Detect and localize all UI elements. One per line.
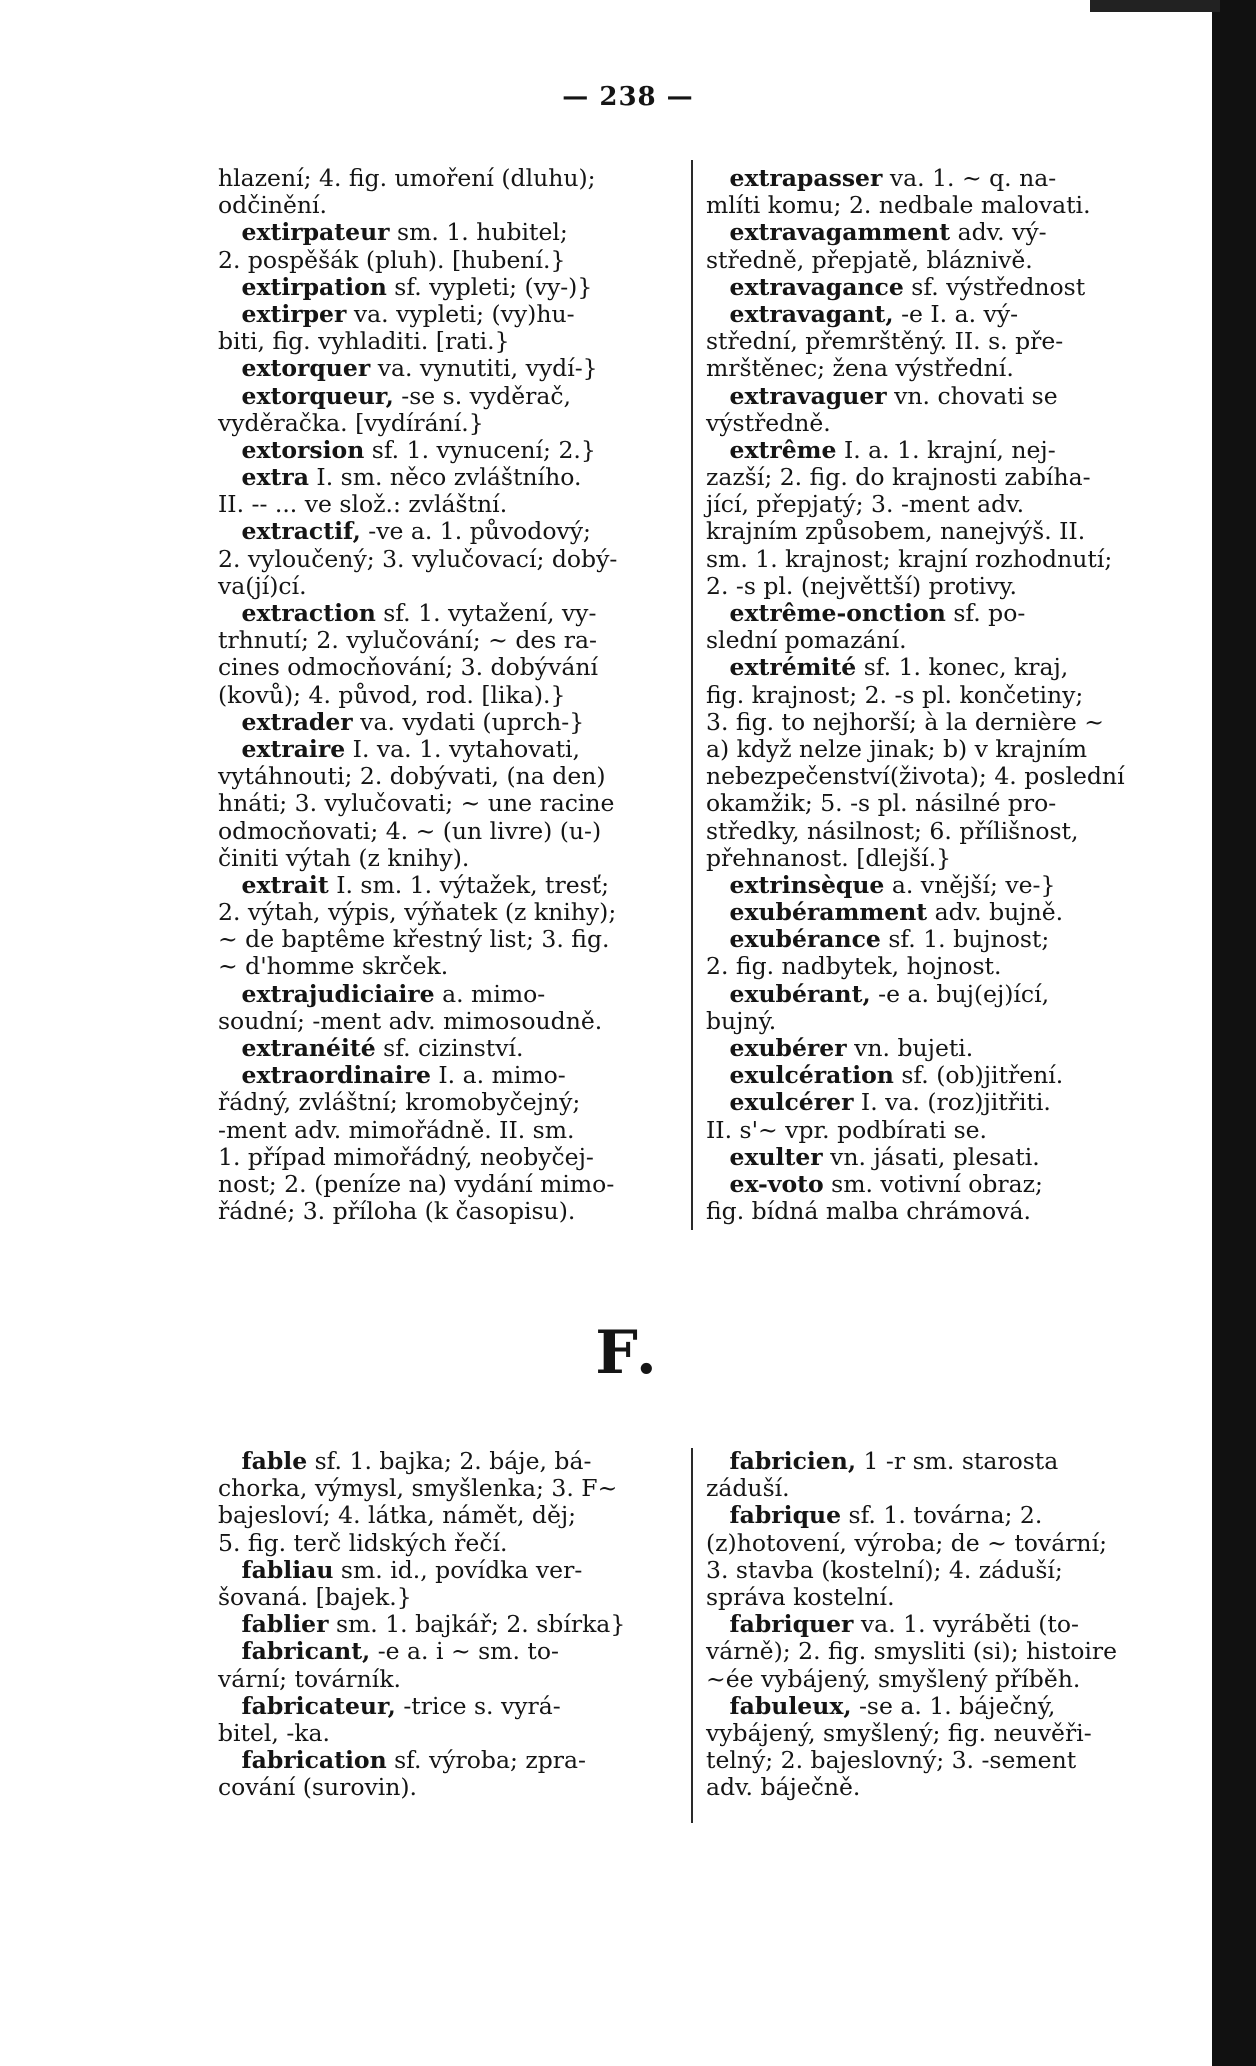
dictionary-line: exubérance sf. 1. bujnost; [706,925,1050,954]
dictionary-line: extravagant, -e I. a. vý- [706,299,1019,328]
dictionary-line: šovaná. [bajek.} [218,1582,412,1611]
dictionary-line: extrajudiciaire a. mimo- [218,979,546,1008]
dictionary-line: extrinsèque a. vnější; ve-} [706,870,1056,899]
headword: extraction [218,599,376,627]
dictionary-line: 5. fig. terč lidských řečí. [218,1528,508,1557]
dictionary-line: 3. fig. to nejhorší; à la dernière ~ [706,707,1104,736]
dictionary-line: ~ d'homme skrček. [218,952,449,981]
dictionary-line: exulcérer I. va. (roz)jitřiti. [706,1088,1051,1117]
dictionary-line: středně, přepjatě, bláznivě. [706,245,1033,274]
dictionary-line: fabriquer va. 1. vyráběti (to- [706,1610,1079,1639]
dictionary-line: mrštěnec; žena výstřední. [706,354,1014,383]
dictionary-line: -ment adv. mimořádně. II. sm. [218,1115,575,1144]
dictionary-line: nebezpečenství(života); 4. poslední [706,762,1125,791]
dictionary-line: extra I. sm. něco zvláštního. [218,463,582,492]
dictionary-line: (kovů); 4. původ, rod. [lika).} [218,680,566,709]
dictionary-line: extravagamment adv. vý- [706,218,1047,247]
dictionary-line: extrême I. a. 1. krajní, nej- [706,435,1056,464]
dictionary-line: extravagance sf. výstřednost [706,272,1086,301]
dictionary-line: II. -- ... ve slož.: zvláštní. [218,490,508,519]
section-letter: F. [595,1318,661,1388]
headword: exubéramment [706,898,928,927]
dictionary-line: telný; 2. bajeslovný; 3. -sement [706,1746,1077,1775]
dictionary-line: nost; 2. (peníze na) vydání mimo- [218,1169,615,1198]
headword: extra [218,463,309,492]
dictionary-line: extranéité sf. cizinství. [218,1034,524,1062]
dictionary-line: va(jí)cí. [218,571,307,600]
dictionary-line: cines odmocňování; 3. dobývání [218,653,598,682]
dictionary-line: extrait I. sm. 1. výtažek, tresť; [218,870,610,899]
dictionary-line: ~ée vybájený, smyšlený příběh. [706,1664,1081,1693]
headword: extraordinaire [218,1061,431,1090]
column-divider-bottom [691,1448,693,1823]
dictionary-line: 2. výtah, výpis, výňatek (z knihy); [218,898,617,927]
headword: exulcération [706,1061,894,1090]
dictionary-line: extirper va. vypleti; (vy)hu- [218,299,575,328]
dictionary-line: 2. pospěšák (pluh). [hubení.} [218,245,566,274]
headword: exubérer [706,1034,847,1062]
headword: extrajudiciaire [218,979,435,1008]
dictionary-line: bitel, -ka. [218,1718,331,1747]
headword: exulter [706,1142,823,1171]
dictionary-line: fig. krajnost; 2. -s pl. končetiny; [706,680,1084,709]
column-divider-top [691,160,693,1230]
dictionary-line: adv. báječně. [706,1773,861,1802]
dictionary-line: fabuleux, -se a. 1. báječný, [706,1691,1056,1720]
headword: extravagamment [706,218,951,247]
headword: extrait [218,870,329,899]
dictionary-line: řádný, zvláštní; kromobyčejný; [218,1088,581,1117]
dictionary-line: 2. fig. nadbytek, hojnost. [706,952,1002,981]
dictionary-line: fabliau sm. id., povídka ver- [218,1555,583,1584]
dictionary-line: fabricant, -e a. i ~ sm. to- [218,1637,559,1666]
dictionary-line: vární; továrník. [218,1664,402,1693]
column-top-left [218,165,676,1225]
dictionary-line: exubérer vn. bujeti. [706,1034,974,1062]
dictionary-line: vyděračka. [vydírání.} [218,408,484,437]
dictionary-line: extirpateur sm. 1. hubitel; [218,218,568,247]
dictionary-line: 1. případ mimořádný, neobyčej- [218,1142,594,1171]
headword: extirper [218,299,347,328]
dictionary-line: fabrique sf. 1. továrna; 2. [706,1501,1043,1530]
headword: fabliau [218,1555,334,1584]
headword: fabriquer [706,1610,854,1639]
dictionary-line: exulcération sf. (ob)jitření. [706,1061,1064,1090]
dictionary-line: okamžik; 5. -s pl. násilné pro- [706,789,1057,818]
dictionary-line: hlazení; 4. fig. umoření (dluhu); [218,164,596,192]
dictionary-line: II. s'~ vpr. podbírati se. [706,1115,988,1144]
headword: extravaguer [706,381,887,410]
dictionary-line: bujný. [706,1006,777,1035]
headword: exulcérer [706,1088,854,1117]
headword: extrinsèque [706,870,885,899]
headword: fabrique [706,1501,842,1530]
dictionary-line: exubérant, -e a. buj(ej)ící, [706,979,1050,1008]
dictionary-line: sm. 1. krajnost; krajní rozhodnutí; [706,544,1113,573]
dictionary-line: hnáti; 3. vylučovati; ~ une racine [218,789,615,818]
headword: fable [218,1447,308,1475]
dictionary-line: extorqueur, -se s. vyděrač, [218,381,572,410]
dictionary-line: extrémité sf. 1. konec, kraj, [706,653,1069,682]
column-bottom-left [218,1448,676,1801]
dictionary-line: extraire I. va. 1. vytahovati, [218,734,581,763]
dictionary-line: 2. vyloučený; 3. vylučovací; dobý- [218,544,618,573]
dictionary-line: fabricateur, -trice s. vyrá- [218,1691,561,1720]
dictionary-line: (z)hotovení, výroba; de ~ tovární; [706,1528,1108,1557]
dictionary-line: odčinění. [218,191,328,220]
dictionary-line: extrader va. vydati (uprch-} [218,707,585,736]
dictionary-line: činiti výtah (z knihy). [218,843,470,872]
dictionary-line: fabricien, 1 -r sm. starosta [706,1447,1059,1475]
dictionary-line: cování (surovin). [218,1773,418,1802]
dictionary-line: odmocňovati; 4. ~ (un livre) (u-) [218,816,602,845]
dictionary-line: fablier sm. 1. bajkář; 2. sbírka} [218,1610,626,1639]
dictionary-line: extirpation sf. vypleti; (vy-)} [218,272,593,301]
dictionary-line: záduší. [706,1474,790,1503]
dictionary-line: extractif, -ve a. 1. původový; [218,517,591,546]
headword: exubérance [706,925,881,954]
dictionary-line: slední pomazání. [706,626,907,655]
dictionary-line: exulter vn. jásati, plesati. [706,1142,1040,1171]
headword: extraire [218,734,346,763]
headword: extrapasser [706,164,883,192]
dictionary-line: vytáhnouti; 2. dobývati, (na den) [218,762,606,791]
headword: fabricant, [218,1637,371,1666]
headword: fabrication [218,1746,387,1775]
dictionary-line: správa kostelní. [706,1582,895,1611]
dictionary-line: přehnanost. [dlejší.} [706,843,952,872]
headword: extrémité [706,653,857,682]
scan-edge-mark [1090,0,1220,12]
dictionary-line: biti, fig. vyhladiti. [rati.} [218,327,510,356]
headword: extranéité [218,1034,376,1062]
headword: extorsion [218,435,365,464]
dictionary-line: fable sf. 1. bajka; 2. báje, bá- [218,1447,592,1475]
headword: fabricateur, [218,1691,396,1720]
dictionary-line: exubéramment adv. bujně. [706,898,1064,927]
dictionary-line: chorka, výmysl, smyšlenka; 3. F~ [218,1474,618,1503]
dictionary-line: extraordinaire I. a. mimo- [218,1061,566,1090]
headword: exubérant, [706,979,871,1008]
dictionary-line: ~ de baptême křestný list; 3. fig. [218,925,610,954]
headword: fabuleux, [706,1691,852,1720]
dictionary-line: extravaguer vn. chovati se [706,381,1058,410]
dictionary-line: trhnutí; 2. vylučování; ~ des ra- [218,626,597,655]
headword: extrader [218,707,353,736]
dictionary-line: řádné; 3. příloha (k časopisu). [218,1197,576,1226]
headword: fablier [218,1610,329,1639]
headword: extorquer [218,354,371,383]
dictionary-line: extrême-onction sf. po- [706,599,1026,627]
headword: ex-voto [706,1169,824,1198]
dictionary-line: středky, násilnost; 6. přílišnost, [706,816,1079,845]
headword: extrême-onction [706,599,946,627]
dictionary-line: extraction sf. 1. vytažení, vy- [218,599,597,627]
headword: extirpation [218,272,387,301]
page-number: — 238 — [562,82,694,112]
headword: extravagant, [706,299,894,328]
dictionary-line: střední, přemrštěný. II. s. pře- [706,327,1064,356]
dictionary-line: vybájený, smyšlený; fig. neuvěři- [706,1718,1092,1747]
scan-page-edge [1212,0,1256,2066]
dictionary-line: mlíti komu; 2. nedbale malovati. [706,191,1091,220]
dictionary-line: 2. -s pl. (největtší) protivy. [706,571,1017,600]
dictionary-line: ex-voto sm. votivní obraz; [706,1169,1043,1198]
dictionary-line: fabrication sf. výroba; zpra- [218,1746,586,1775]
dictionary-line: jící, přepjatý; 3. -ment adv. [706,490,1025,519]
dictionary-line: extorsion sf. 1. vynucení; 2.} [218,435,596,464]
dictionary-line: a) když nelze jinak; b) v krajním [706,734,1088,763]
headword: extrême [706,435,837,464]
dictionary-line: várně); 2. fig. smysliti (si); histoire [706,1637,1118,1666]
column-top-right [706,165,1176,1225]
dictionary-line: zazší; 2. fig. do krajnosti zabíha- [706,463,1091,492]
dictionary-line: 3. stavba (kostelní); 4. záduší; [706,1555,1063,1584]
dictionary-line: bajesloví; 4. látka, námět, děj; [218,1501,577,1530]
dictionary-line: fig. bídná malba chrámová. [706,1197,1031,1226]
headword: extravagance [706,272,904,301]
headword: extorqueur, [218,381,394,410]
headword: extractif, [218,517,361,546]
dictionary-line: soudní; -ment adv. mimosoudně. [218,1006,603,1035]
column-bottom-right [706,1448,1176,1801]
dictionary-line: výstředně. [706,408,831,437]
dictionary-line: extorquer va. vynutiti, vydí-} [218,354,598,383]
dictionary-line: extrapasser va. 1. ~ q. na- [706,164,1057,192]
headword: fabricien, [706,1447,857,1475]
headword: extirpateur [218,218,390,247]
dictionary-line: krajním způsobem, nanejvýš. II. [706,517,1086,546]
